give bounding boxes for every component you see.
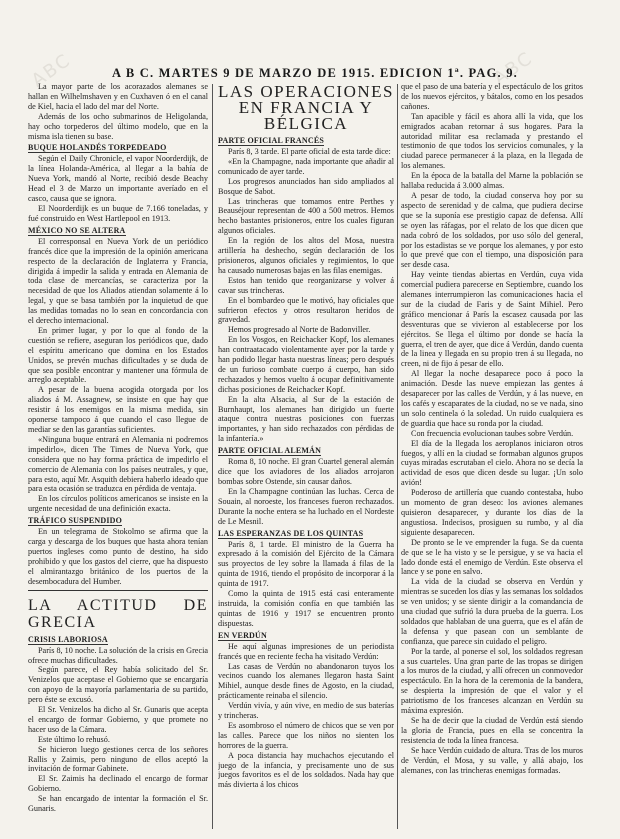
paragraph: En los Vosgos, en Reichacker Kopf, los alemanes han contraatacado violentamente ayer por la tarde y han podido llegar hasta nuestras líneas; pero después de un furioso combate cuerpo á cuerpo, han sido rechazados y hemos vuelto á ocupar definitivamente dichas posiciones de Reichacker Kopf. [218, 335, 394, 394]
watermark: ABC [489, 47, 538, 90]
paragraph: En primer lugar, y por lo que al fondo de la cuestión se refiere, aseguran los periódicos que, dado el espíritu americano que domina en los Estados Unidos, se prevén muchas dificultades y se duda de que sea posible encontrar y mantener una fórmula de arreglo aceptable. [28, 325, 208, 385]
section-heading: MÉXICO NO SE ALTERA [28, 225, 126, 235]
paragraph: Además de los ocho submarinos de Heligolanda, hay ocho torpederos del último modelo, que en la misma isla tienen su base. [28, 111, 208, 141]
column-divider [397, 84, 398, 829]
paragraph: El día de la llegada los aeroplanos iniciaron otros fuegos, y allí en la ciudad se formaban algunos grupos cuyas miradas escrutaban el cielo. Ahora no se decía la actividad de esos que dicen desde su lugar. ¡Un solo avión! [401, 438, 583, 488]
article-headline: LAS OPERACIONES EN FRANCIA Y BÉLGICA [218, 82, 394, 133]
page-header: A B C. MARTES 9 DE MARZO DE 1915. EDICION 1ª. PAG. 9. [112, 66, 518, 80]
section-heading: EN VERDÚN [218, 630, 267, 640]
section-heading: CRISIS LABORIOSA [28, 634, 108, 644]
column-3 [401, 82, 583, 775]
paragraph: La vida de la ciudad se observa en Verdún y mientras se suceden los días y las semanas los soldados se ven unidos; y se siente dirigir a la comandancia de una ciudad que sufrió la dura prueba de la guerra. Los soldados que hablaban de una guerra, que es el afán de la defensa y que pasean con un semblante de confianza, que parece sin cuidado el peligro. [401, 577, 583, 646]
paragraph: A poca distancia hay muchachos ejecutando el juego de la infancia, y precisamente uno de sus juegos favoritos es el de los soldados. Nada hay que más divierta á los chicos [218, 750, 394, 790]
paragraph: Tan apacible y fácil es ahora allí la vida, que los emigrados acaban retornar á sus hogares. Para la autoridad militar esa reclamada y prestando el testimonio de que todos los servicios comunales, y la ciudad parece permanecer á la plaza, en la llegada de los alemanes. [401, 111, 583, 171]
section-heading: LAS ESPERANZAS DE LOS QUINTAS [218, 528, 364, 538]
paragraph: En los círculos políticos americanos se insiste en la urgente necesidad de una definición exacta. [28, 494, 208, 514]
paragraph: Las casas de Verdún no abandonaron tuyos los vecinos cuando los alemanes llegaron hasta Saint Mihiel, aunque desde fines de Agosto, en la ciudad, prácticamente reinaba el silencio. [218, 661, 394, 701]
paragraph: En la Champagne continúan las luchas. Cerca de Souain, al noroeste, los franceses fueron rechazados. Durante la noche entera se ha luchado en el Nordeste de Le Mesnil. [218, 486, 394, 526]
paragraph: «En la Champagne, nada importante que añadir al comunicado de ayer tarde. [218, 156, 394, 176]
section-heading: BUQUE HOLANDÉS TORPEDEADO [28, 143, 167, 153]
paragraph: El Sr. Venizelos ha dicho al Sr. Gunaris que acepta el encargo de formar Gobierno, y que promete no hacer uso de la Cámara. [28, 705, 208, 734]
paragraph: Hemos progresado al Norte de Badonviller. [228, 325, 371, 335]
article-headline: LA ACTITUD DE GRECIA [28, 596, 208, 631]
section-heading: PARTE OFICIAL ALEMÁN [218, 446, 322, 456]
paragraph: En la alta Alsacia, al Sur de la estación de Burnhaupt, los alemanes han dirigido un fuerte ataque contra nuestras posiciones con fuerzas importantes, y han sido rechazados con pérdidas de la infantería.» [218, 394, 394, 444]
paragraph: París 8, 1 tarde. El ministro de la Guerra ha expresado á la comisión del Ejército de la Cámara sus proyectos de ley sobre la llamada á filas de la quinta de 1916, tiendo el propósito de incorporar á la quinta de 1917. [218, 539, 394, 589]
paragraph: A pesar de todo, la ciudad conserva hoy por su aspecto de serenidad y de calma, que pudiera decirse que se la suponía ese prestigio capaz de defensa. Allí se oyen las ráfagas, por el relato de los que dicen que nada cobró de los soldados, por uso sólo del general, por los estadistas se ve porque los alemanes, y por esto lo que prevé que con el tiempo, una disposición para ser desde casa. [401, 190, 583, 270]
paragraph: Se hace Verdún cuidado de altura. Tras de los muros de Verdún, el Mosa, y su valle, y allá abajo, los alemanes, con las trincheras enemigas formadas. [401, 745, 583, 775]
paragraph: París 8, 3 tarde. El parte oficial de esta tarde dice: [228, 147, 391, 156]
column-divider [212, 84, 213, 829]
paragraph: Según parece, el Rey había solicitado del Sr. Venizelos que aceptase el Gobierno que se encargaría con apoyo de la mayoría parlamentaria de su partido, pero éste se excusó. [28, 665, 208, 705]
section-heading: PARTE OFICIAL FRANCÉS [218, 136, 325, 145]
paragraph: que el paso de una batería y el espectáculo de los gritos de los nuevos ejércitos, y bátalos, como en los pesados cañones. [401, 82, 583, 111]
paragraph: En un telegrama de Stokolmo se afirma que la carga y descarga de los buques que hasta ahora tenían puertos ingleses como punto de destino, ha sido prohibido y que los gastos del cierre, que ha dispuesto el almirantazgo británico de los puertos de la desembocadura del Humber. [28, 527, 208, 586]
paragraph: Hay veinte tiendas abiertas en Verdún, cuya vida comercial pudiera parecerse en Septiembre, cuando los alemanes interrumpieron las comunicaciones hacia el sur de la ciudad de Faris y de Saint Mihiel. Pero gráfico mencionar á París la escasez causada por las desventuras que se vivieron al establecerse por los ejércitos. Se llega el último por donde se hacía la guerra, el tren de ayer, que dice á Verdún, dando cuenta de la linea y llegada en su propio tren á su llegada, no creen, ni de fijo á pesar de ello. [401, 270, 583, 369]
paragraph: En el bombardeo que le motivó, hay oficiales que sufrieron efectos y otros resultaron heridos de gravedad. [218, 295, 394, 325]
paragraph: Según el Daily Chronicle, el vapor Noorderdijk, de la línea Holanda-América, al llegar a la bahía de Nueva York, mandó al Norte, recibió desde Beachy Head el 3 de Marzo un importante averíado en el casco, causa que se ignora. [28, 154, 208, 204]
paragraph: He aquí algunas impresiones de un periodista francés que en reciente fecha ha visitado Verdún: [218, 641, 394, 661]
paragraph: Se ha de decir que la ciudad de Verdún está siendo la gloria de Francia, pues en ella se concentra la resistencia de toda la línea francesa. [401, 716, 583, 745]
paragraph: Se hicieron luego gestiones cerca de los señores Rallis y Zaimis, pero ninguno de ellos aceptó la invitación de formar Gabinete. [28, 744, 208, 774]
column-2 [218, 82, 394, 790]
watermark: ABC [27, 49, 76, 92]
paragraph: Poderoso de artillería que cuando contestaba, hubo un momento de gran deseo: los aviones alemanes quisieron desaparecer, y durante los días de la angustiosa. Indecisos, prosiguen su rumbo, y al día siguiente desaparecen. [401, 488, 583, 537]
paragraph: En la época de la batalla del Marne la población se hallaba reducida á 3.000 almas. [401, 171, 583, 191]
paragraph: La mayor parte de los acorazados alemanes se hallan en Wilhelmshaven y en Cuxhaven ó en el canal de Kiel, hacia el lado del mar del Norte. [28, 82, 208, 111]
paragraph: Al llegar la noche desaparece poco á poco la animación. Desde las nueve empiezan las gentes á desaparecer por las calles de Verdún, y á las nueve, en los cafés y escaparates de la ciudad, no se ve nada, sino un solo centinela ó la soledad. Un ruido cualquiera es de guardia que hace su ronda por la ciudad. [401, 369, 583, 428]
paragraph: Con frecuencia evolucionan taubes sobre Verdún. [411, 428, 574, 438]
paragraph: De pronto se le ve emprender la fuga. Se da cuenta de que se le ha visto y se le persigue, y se va hacia el lado donde está el enemigo de Verdún. Este observa el lance y se pone en salvo. [401, 537, 583, 577]
paragraph: A pesar de la buena acogida otorgada por los aliados á M. Assagnew, se insiste en que hay que resistir á los enemigos en la misma medida, sin oponerse tampoco á que cuando el caso llegue de mediar se den las garantías suficientes. [28, 385, 208, 434]
paragraph: Las trincheras que tomamos entre Perthes y Beauséjour representan de 400 a 500 metros. Hemos hecho bastantes prisioneros, entre los cuales figuran algunos oficiales. [218, 196, 394, 236]
paragraph: Los progresos anunciados han sido ampliados al Bosque de Sabot. [218, 176, 394, 196]
paragraph: Verdún vivía, y aún vive, en medio de sus baterías y trincheras. [218, 701, 394, 721]
paragraph: «Ninguna buque entrará en Alemania ni podremos impedirlo», dicen The Times de Nueva York, que considera que no hay forma práctica de impedirlo el comercio de Alemania con los países neutrales, y que, para esto, aquí Mr. Asquith debiera haberlo ideado que para esta ocasión se traduzca en pérdida de ventaja. [28, 434, 208, 494]
paragraph: París 8, 10 noche. La solución de la crisis en Grecia ofrece muchas dificultades. [28, 645, 208, 665]
paragraph: El corresponsal en Nueva York de un periódico francés dice que la impresión de la opinión americana respecto de la declaración de Inglaterra y Francia, dirigida á impedir la salida y entrada en Alemania de toda clase de mercancías, se caracteriza por la necesidad de que los Aliados atiendan solamente á lo legal, y que se basa también por la inquietud de que las medidas tomadas no lo sean en concordancia con el derecho internacional. [28, 236, 208, 326]
divider [28, 590, 208, 591]
section-heading: TRÁFICO SUSPENDIDO [28, 516, 123, 526]
paragraph: Como la quinta de 1915 está casi enteramente instruida, la comisión confía en que también las quintas de 1916 y 1917 se encuentren pronto dispuestas. [218, 589, 394, 628]
paragraph: Por la tarde, al ponerse el sol, los soldados regresan a sus cuarteles. Una gran parte de las tropas se dirigen a los muros de la ciudad, y allí ofrecen un conmovedor espectáculo. En la hora de la ceremonia de la bandera, se despierta la impresión de que el valor y el patriotismo de los franceses alcanzan en Verdún su máxima expresión. [401, 646, 583, 716]
column-1 [28, 82, 208, 814]
paragraph: El Noorderdijk es un buque de 7.166 toneladas, y fué construido en West Hartlepool en 1913. [28, 203, 208, 223]
paragraph: Se han encargado de intentar la formación el Sr. Gunaris. [28, 794, 208, 814]
paragraph: En la región de los altos del Mosa, nuestra artillería ha deshecho, según declaración de los prisioneros, algunos oficiales y regimientos, lo que ha causado numerosas bajas en las filas enemigas. [218, 236, 394, 275]
paragraph: El Sr. Zaimis ha declinado el encargo de formar Gobierno. [28, 774, 208, 794]
paragraph: Roma 8, 10 noche. El gran Cuartel general alemán dice que los aviadores de los aliados arrojaron bombas sobre Ostende, sin causar daños. [218, 457, 394, 486]
paragraph: Es asombroso el número de chicos que se ven por las calles. Parece que los niños no sienten los horrores de la guerra. [218, 720, 394, 750]
paragraph: Este último lo rehusó. [38, 734, 110, 744]
paragraph: Estos han tenido que reorganizarse y volver á cavar sus trincheras. [218, 275, 394, 295]
